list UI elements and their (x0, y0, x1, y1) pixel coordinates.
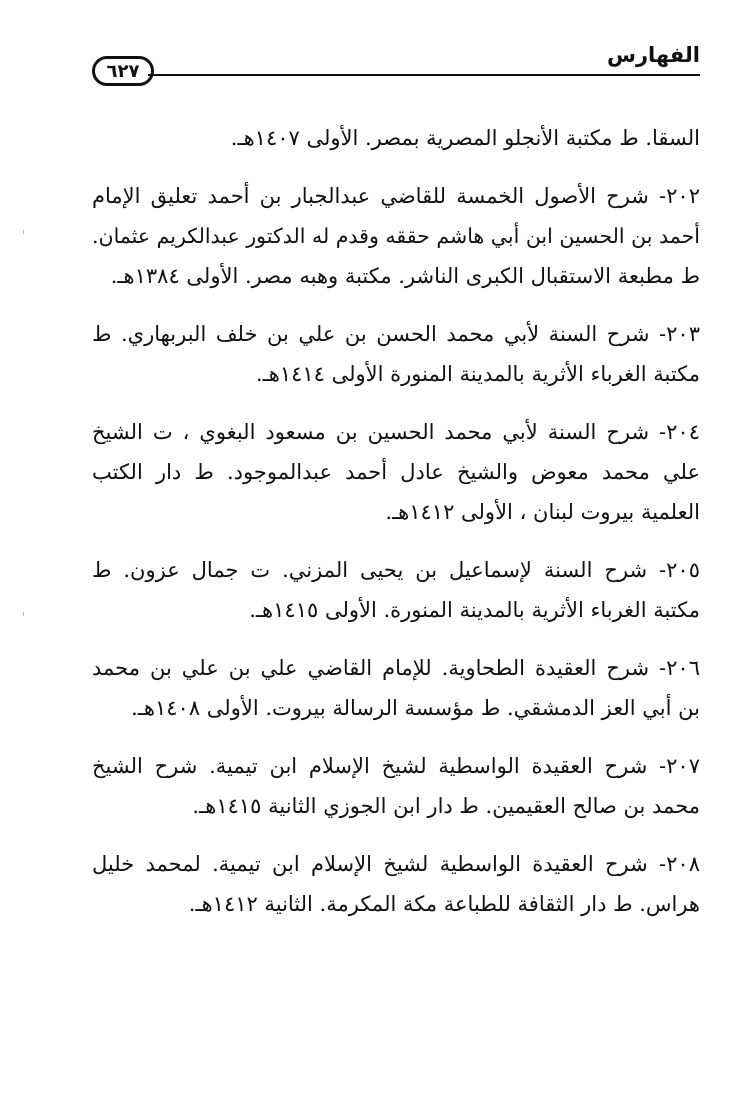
entry-line: محمد بن صالح العقيمين. ط دار ابن الجوزي الثانية ١٤١٥هـ. (192, 794, 700, 818)
index-entry (92, 118, 700, 158)
entry-line: ٢٠٦- شرح العقيدة الطحاوية. للإمام القاضي علي بن علي بن محمد (92, 656, 700, 680)
index-entry (92, 550, 700, 630)
index-entry (92, 412, 700, 532)
index-entries (92, 118, 700, 942)
margin-mark (23, 230, 24, 234)
index-entry (92, 844, 700, 924)
index-entry (92, 648, 700, 728)
index-entry (92, 176, 700, 296)
index-entry (92, 314, 700, 394)
entry-line: بن أبي العز الدمشقي. ط مؤسسة الرسالة بيروت. الأولى ١٤٠٨هـ. (131, 696, 700, 720)
entry-line: ٢٠٤- شرح السنة لأبي محمد الحسين بن مسعود البغوي ، ت الشيخ (92, 420, 700, 444)
entry-line: هراس. ط دار الثقافة للطباعة مكة المكرمة. الثانية ١٤١٢هـ. (188, 892, 700, 916)
entry-line: ط مطبعة الاستقبال الكبرى الناشر. مكتبة وهبه مصر. الأولى ١٣٨٤هـ. (110, 264, 700, 288)
entry-line: العلمية بيروت لبنان ، الأولى ١٤١٢هـ. (385, 500, 700, 524)
page-number-frame (92, 40, 158, 90)
page-header (92, 40, 700, 84)
section-title: الفهارس (606, 43, 700, 67)
entry-line: مكتبة الغرباء الأثرية بالمدينة المنورة الأولى ١٤١٤هـ. (255, 362, 700, 386)
page-number: ٦٢٧ (92, 56, 154, 86)
entry-line: علي محمد معوض والشيخ عادل أحمد عبدالموجود. ط دار الكتب (92, 460, 700, 484)
entry-line: السقا. ط مكتبة الأنجلو المصرية بمصر. الأولى ١٤٠٧هـ. (230, 126, 700, 150)
header-rule (158, 74, 700, 76)
entry-line: مكتبة الغرباء الأثرية بالمدينة المنورة. الأولى ١٤١٥هـ. (249, 598, 700, 622)
entry-line: ٢٠٥- شرح السنة لإسماعيل بن يحيى المزني. ت جمال عزون. ط (92, 558, 700, 582)
index-entry (92, 746, 700, 826)
entry-line: ٢٠٨- شرح العقيدة الواسطية لشيخ الإسلام ابن تيمية. لمحمد خليل (92, 852, 700, 876)
margin-mark (23, 612, 24, 616)
entry-line: ٢٠٣- شرح السنة لأبي محمد الحسن بن علي بن خلف البربهاري. ط (92, 322, 700, 346)
entry-line: ٢٠٧- شرح العقيدة الواسطية لشيخ الإسلام ابن تيمية. شرح الشيخ (92, 754, 700, 778)
entry-line: ٢٠٢- شرح الأصول الخمسة للقاضي عبدالجبار بن أحمد تعليق الإمام (92, 184, 700, 208)
entry-line: أحمد بن الحسين ابن أبي هاشم حققه وقدم له الدكتور عبدالكريم عثمان. (92, 224, 700, 248)
